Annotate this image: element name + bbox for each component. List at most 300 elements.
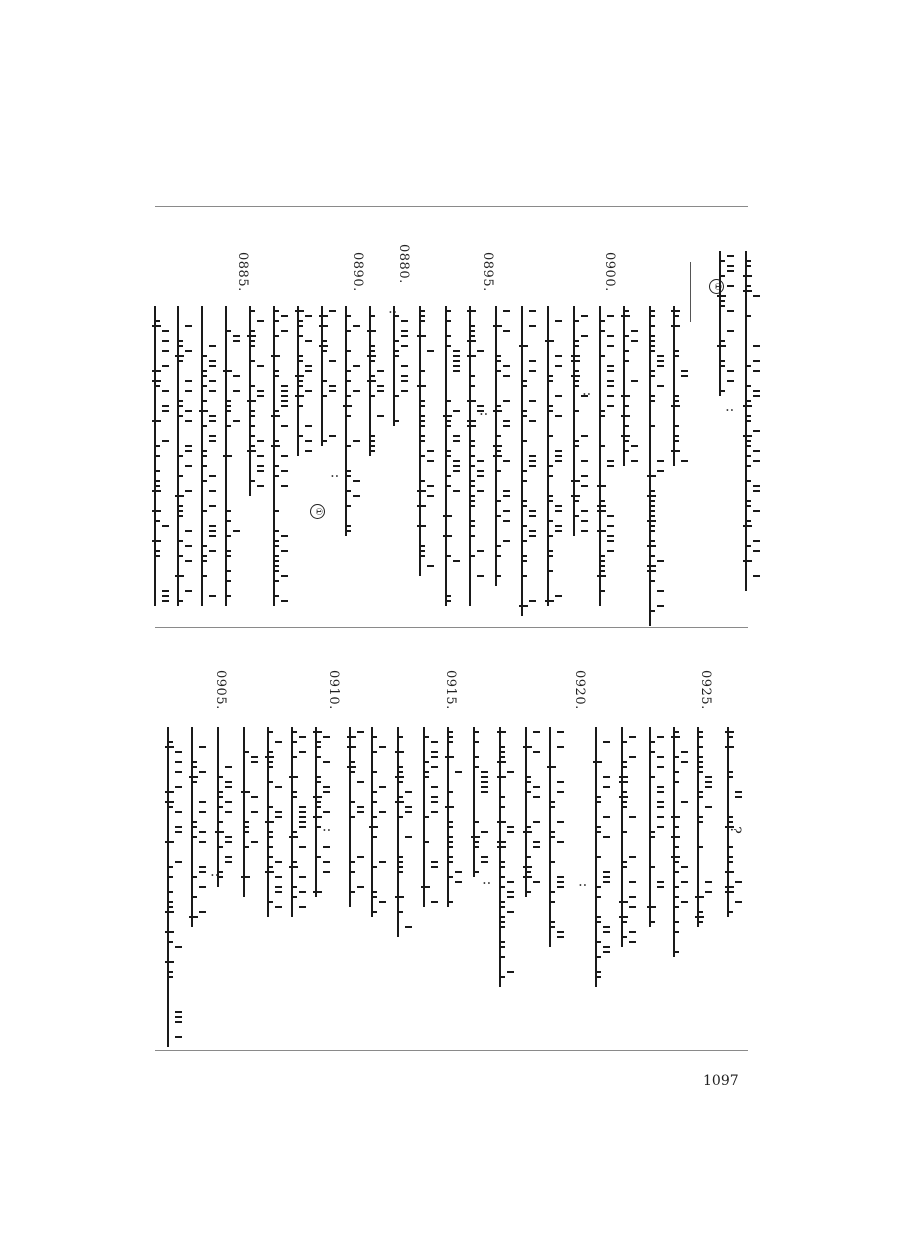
script-glyph-stroke (289, 866, 298, 868)
script-glyph-stroke (469, 325, 475, 327)
script-stem (167, 727, 183, 1047)
script-glyph-stroke (499, 906, 505, 908)
script-glyph-stroke (657, 816, 664, 818)
script-glyph-stroke (717, 295, 726, 297)
script-glyph-stroke (447, 791, 453, 793)
script-glyph-stroke (215, 831, 224, 833)
script-glyph-stroke (481, 861, 488, 863)
script-glyph-stroke (299, 821, 306, 823)
script-glyph-stroke (547, 405, 553, 407)
script-glyph-stroke (225, 570, 231, 572)
script-glyph-stroke (595, 971, 601, 973)
script-glyph-stroke (673, 731, 679, 733)
script-glyph-stroke (427, 495, 434, 497)
script-glyph-stroke (185, 560, 192, 562)
script-glyph-stroke (557, 931, 564, 933)
script-glyph-stroke (233, 340, 240, 342)
script-glyph-stroke (299, 811, 306, 813)
script-glyph-stroke (529, 420, 536, 422)
script-glyph-stroke (369, 445, 375, 447)
script-glyph-stroke (697, 821, 703, 823)
script-glyph-stroke (547, 465, 553, 467)
script-glyph-stroke (175, 761, 182, 763)
script-glyph-stroke (727, 265, 734, 267)
script-glyph-stroke (657, 806, 664, 808)
script-glyph-stroke (167, 941, 173, 943)
script-glyph-stroke (185, 530, 192, 532)
script-stem (321, 306, 337, 446)
script-glyph-stroke (753, 510, 760, 512)
script-glyph-stroke (599, 330, 605, 332)
script-glyph-stroke (217, 776, 223, 778)
script-glyph-stroke (223, 455, 232, 457)
script-glyph-stroke (273, 465, 279, 467)
script-glyph-stroke (681, 751, 688, 753)
script-glyph-stroke (249, 425, 255, 427)
script-glyph-stroke (581, 315, 588, 317)
script-glyph-stroke (603, 931, 610, 933)
script-glyph-stroke (493, 445, 502, 447)
script-glyph-stroke (495, 545, 501, 547)
script-glyph-stroke (225, 861, 232, 863)
script-glyph-stroke (555, 460, 562, 462)
script-glyph-stroke (555, 530, 562, 532)
script-glyph-stroke (657, 791, 664, 793)
script-glyph-stroke (499, 941, 505, 943)
script-glyph-stroke (281, 395, 288, 397)
script-glyph-stroke (431, 796, 438, 798)
script-glyph-stroke (189, 916, 198, 918)
script-glyph-stroke (649, 751, 655, 753)
script-glyph-stroke (673, 861, 679, 863)
script-glyph-stroke (649, 510, 655, 512)
script-glyph-stroke (154, 445, 160, 447)
script-glyph-stroke (555, 320, 562, 322)
punctuation-mark: ? (726, 826, 743, 834)
script-glyph-stroke (529, 455, 536, 457)
script-stem (345, 306, 361, 536)
script-column (451, 306, 453, 606)
script-glyph-stroke (445, 400, 451, 402)
script-glyph-stroke (275, 886, 282, 888)
script-glyph-stroke (447, 846, 453, 848)
script-glyph-stroke (619, 901, 628, 903)
script-glyph-stroke (607, 515, 614, 517)
script-column (679, 727, 681, 957)
script-glyph-stroke (241, 876, 250, 878)
script-glyph-stroke (185, 325, 192, 327)
script-glyph-stroke (289, 776, 298, 778)
script-glyph-stroke (725, 886, 734, 888)
script-glyph-stroke (681, 370, 688, 372)
script-glyph-stroke (607, 370, 614, 372)
script-glyph-stroke (453, 490, 460, 492)
script-glyph-stroke (469, 335, 475, 337)
script-glyph-stroke (495, 370, 501, 372)
script-glyph-stroke (167, 906, 173, 908)
script-glyph-stroke (469, 505, 475, 507)
script-glyph-stroke (393, 340, 399, 342)
script-glyph-stroke (649, 866, 655, 868)
script-column (479, 727, 481, 877)
script-glyph-stroke (469, 445, 475, 447)
script-glyph-stroke (273, 595, 279, 597)
script-glyph-stroke (162, 405, 169, 407)
script-glyph-stroke (297, 325, 303, 327)
script-glyph-stroke (295, 375, 304, 377)
script-column (355, 727, 357, 907)
script-glyph-stroke (571, 375, 580, 377)
script-glyph-stroke (647, 545, 656, 547)
script-glyph-stroke (251, 811, 258, 813)
script-glyph-stroke (525, 791, 531, 793)
script-glyph-stroke (345, 530, 351, 532)
script-glyph-stroke (347, 746, 356, 748)
script-glyph-stroke (201, 370, 207, 372)
script-glyph-stroke (657, 355, 664, 357)
script-glyph-stroke (673, 931, 679, 933)
script-glyph-stroke (299, 806, 306, 808)
script-glyph-stroke (477, 405, 484, 407)
script-glyph-stroke (529, 360, 536, 362)
script-glyph-stroke (727, 370, 734, 372)
script-glyph-stroke (573, 385, 579, 387)
script-glyph-stroke (397, 856, 403, 858)
script-glyph-stroke (201, 400, 207, 402)
script-glyph-stroke (477, 490, 484, 492)
script-glyph-stroke (329, 385, 336, 387)
script-glyph-stroke (681, 901, 688, 903)
script-glyph-stroke (281, 575, 288, 577)
script-glyph-stroke (697, 846, 703, 848)
script-glyph-stroke (175, 1036, 182, 1038)
script-glyph-stroke (345, 525, 351, 527)
script-glyph-stroke (377, 415, 384, 417)
script-glyph-stroke (469, 455, 475, 457)
script-glyph-stroke (503, 425, 510, 427)
script-glyph-stroke (499, 796, 505, 798)
script-glyph-stroke (629, 856, 636, 858)
script-glyph-stroke (705, 786, 712, 788)
script-glyph-stroke (165, 801, 174, 803)
script-glyph-stroke (427, 350, 434, 352)
script-glyph-stroke (185, 490, 192, 492)
script-glyph-stroke (573, 445, 579, 447)
script-glyph-stroke (499, 876, 505, 878)
script-glyph-stroke (649, 335, 655, 337)
script-glyph-stroke (305, 440, 312, 442)
script-glyph-stroke (477, 470, 484, 472)
script-glyph-stroke (225, 410, 231, 412)
script-glyph-stroke (191, 896, 197, 898)
script-glyph-stroke (469, 330, 475, 332)
script-glyph-stroke (599, 445, 605, 447)
script-glyph-stroke (499, 746, 505, 748)
script-glyph-stroke (323, 791, 330, 793)
script-glyph-stroke (209, 525, 216, 527)
script-glyph-stroke (753, 540, 760, 542)
script-glyph-stroke (695, 896, 704, 898)
script-glyph-stroke (177, 510, 183, 512)
script-glyph-stroke (547, 410, 553, 412)
script-glyph-stroke (495, 405, 501, 407)
script-stem (673, 306, 689, 466)
script-glyph-stroke (379, 811, 386, 813)
script-glyph-stroke (557, 876, 564, 878)
script-glyph-stroke (349, 816, 355, 818)
script-glyph-stroke (555, 395, 562, 397)
script-glyph-stroke (393, 395, 399, 397)
script-glyph-stroke (597, 530, 606, 532)
script-glyph-stroke (257, 455, 264, 457)
script-glyph-stroke (649, 530, 655, 532)
script-glyph-stroke (607, 540, 614, 542)
script-glyph-stroke (175, 786, 182, 788)
script-glyph-stroke (349, 801, 355, 803)
script-glyph-stroke (247, 335, 256, 337)
script-glyph-stroke (735, 791, 742, 793)
script-glyph-stroke (185, 350, 192, 352)
script-glyph-stroke (481, 791, 488, 793)
script-glyph-stroke (607, 365, 614, 367)
script-glyph-stroke (495, 500, 501, 502)
script-glyph-stroke (607, 315, 614, 317)
script-glyph-stroke (649, 375, 655, 377)
script-column (399, 306, 401, 426)
script-glyph-stroke (697, 816, 703, 818)
script-glyph-stroke (397, 861, 403, 863)
script-glyph-stroke (201, 375, 207, 377)
script-glyph-stroke (201, 385, 207, 387)
script-glyph-stroke (719, 360, 725, 362)
script-column (273, 727, 275, 917)
script-glyph-stroke (199, 871, 206, 873)
script-glyph-stroke (291, 731, 297, 733)
script-glyph-stroke (419, 545, 425, 547)
script-glyph-stroke (735, 881, 742, 883)
script-glyph-stroke (455, 871, 462, 873)
script-glyph-stroke (581, 485, 588, 487)
script-glyph-stroke (419, 320, 425, 322)
script-glyph-stroke (319, 315, 328, 317)
script-glyph-stroke (162, 600, 169, 602)
script-glyph-stroke (165, 791, 174, 793)
script-column (321, 727, 323, 897)
script-glyph-stroke (705, 891, 712, 893)
script-glyph-stroke (225, 781, 232, 783)
script-glyph-stroke (467, 340, 476, 342)
script-glyph-stroke (431, 766, 438, 768)
script-glyph-stroke (727, 861, 733, 863)
script-glyph-stroke (481, 771, 488, 773)
script-glyph-stroke (547, 375, 553, 377)
script-glyph-stroke (519, 605, 528, 607)
script-glyph-stroke (297, 320, 303, 322)
script-glyph-stroke (162, 340, 169, 342)
script-glyph-stroke (473, 756, 479, 758)
script-glyph-stroke (177, 540, 183, 542)
script-glyph-stroke (345, 330, 351, 332)
script-glyph-stroke (673, 440, 679, 442)
script-glyph-stroke (345, 415, 351, 417)
script-glyph-stroke (557, 841, 564, 843)
script-glyph-stroke (291, 886, 297, 888)
script-column (475, 306, 477, 606)
script-glyph-stroke (445, 455, 451, 457)
script-glyph-stroke (249, 415, 255, 417)
script-glyph-stroke (189, 776, 198, 778)
script-glyph-stroke (649, 610, 655, 612)
bottom-rule (155, 1050, 748, 1051)
script-glyph-stroke (281, 485, 288, 487)
script-glyph-stroke (405, 806, 412, 808)
script-glyph-stroke (647, 906, 656, 908)
script-glyph-stroke (345, 505, 351, 507)
script-glyph-stroke (481, 786, 488, 788)
script-glyph-stroke (745, 505, 751, 507)
script-glyph-stroke (629, 906, 636, 908)
script-glyph-stroke (495, 515, 501, 517)
script-glyph-stroke (521, 505, 527, 507)
script-glyph-stroke (225, 766, 232, 768)
script-glyph-stroke (631, 380, 638, 382)
script-glyph-stroke (291, 861, 297, 863)
script-glyph-stroke (507, 971, 514, 973)
script-glyph-stroke (154, 470, 160, 472)
script-glyph-stroke (209, 360, 216, 362)
script-glyph-stroke (177, 415, 183, 417)
script-glyph-stroke (291, 896, 297, 898)
line-number: 0925. (698, 670, 713, 710)
script-glyph-stroke (753, 395, 760, 397)
script-glyph-stroke (573, 340, 579, 342)
script-glyph-stroke (493, 455, 502, 457)
script-glyph-stroke (357, 781, 364, 783)
script-glyph-stroke (697, 911, 703, 913)
script-glyph-stroke (154, 385, 160, 387)
script-glyph-stroke (154, 320, 160, 322)
script-column (579, 306, 581, 536)
script-glyph-stroke (185, 590, 192, 592)
script-glyph-stroke (323, 736, 330, 738)
script-glyph-stroke (397, 736, 403, 738)
script-glyph-stroke (271, 355, 280, 357)
script-glyph-stroke (555, 415, 562, 417)
script-glyph-stroke (503, 490, 510, 492)
script-glyph-stroke (291, 756, 297, 758)
script-glyph-stroke (249, 340, 255, 342)
script-glyph-stroke (735, 901, 742, 903)
script-glyph-stroke (735, 796, 742, 798)
script-glyph-stroke (431, 901, 438, 903)
script-column (605, 306, 607, 606)
script-glyph-stroke (199, 886, 206, 888)
script-column (297, 727, 299, 917)
script-glyph-stroke (321, 380, 327, 382)
script-glyph-stroke (395, 776, 404, 778)
script-glyph-stroke (657, 766, 664, 768)
script-glyph-stroke (555, 595, 562, 597)
script-glyph-stroke (175, 1011, 182, 1013)
script-glyph-stroke (289, 836, 298, 838)
script-glyph-stroke (371, 751, 377, 753)
script-glyph-stroke (473, 741, 479, 743)
script-glyph-stroke (347, 736, 356, 738)
script-glyph-stroke (175, 946, 182, 948)
script-glyph-stroke (499, 751, 505, 753)
script-column (531, 727, 533, 897)
script-glyph-stroke (273, 545, 279, 547)
script-glyph-stroke (152, 490, 161, 492)
script-glyph-stroke (727, 270, 734, 272)
script-glyph-stroke (443, 535, 452, 537)
script-glyph-stroke (673, 315, 679, 317)
script-glyph-stroke (177, 340, 183, 342)
script-glyph-stroke (305, 370, 312, 372)
script-glyph-stroke (154, 455, 160, 457)
script-glyph-stroke (209, 490, 216, 492)
script-glyph-stroke (727, 816, 733, 818)
script-glyph-stroke (257, 440, 264, 442)
script-glyph-stroke (623, 440, 629, 442)
script-glyph-stroke (697, 796, 703, 798)
script-glyph-stroke (175, 771, 182, 773)
script-glyph-stroke (369, 360, 375, 362)
script-glyph-stroke (445, 425, 451, 427)
script-glyph-stroke (649, 325, 655, 327)
script-glyph-stroke (371, 836, 377, 838)
script-glyph-stroke (249, 385, 255, 387)
script-glyph-stroke (649, 555, 655, 557)
script-glyph-stroke (177, 455, 183, 457)
script-glyph-stroke (313, 816, 322, 818)
script-glyph-stroke (657, 736, 664, 738)
script-glyph-stroke (199, 811, 206, 813)
script-glyph-stroke (745, 465, 751, 467)
punctuation-mark: : (722, 407, 739, 413)
script-glyph-stroke (753, 490, 760, 492)
script-glyph-stroke (423, 761, 429, 763)
script-glyph-stroke (369, 315, 375, 317)
script-glyph-stroke (753, 295, 760, 297)
script-glyph-stroke (401, 335, 408, 337)
script-glyph-stroke (725, 871, 734, 873)
script-glyph-stroke (657, 786, 664, 788)
script-glyph-stroke (745, 260, 751, 262)
script-glyph-stroke (313, 796, 322, 798)
script-glyph-stroke (555, 355, 562, 357)
script-glyph-stroke (299, 846, 306, 848)
script-glyph-stroke (267, 866, 273, 868)
script-glyph-stroke (467, 425, 476, 427)
script-glyph-stroke (507, 896, 514, 898)
script-glyph-stroke (705, 881, 712, 883)
script-glyph-stroke (453, 460, 460, 462)
script-glyph-stroke (199, 410, 208, 412)
script-glyph-stroke (393, 315, 399, 317)
script-glyph-stroke (431, 866, 438, 868)
script-glyph-stroke (267, 901, 273, 903)
script-glyph-stroke (573, 515, 579, 517)
script-glyph-stroke (281, 470, 288, 472)
script-glyph-stroke (233, 375, 240, 377)
script-glyph-stroke (431, 786, 438, 788)
script-glyph-stroke (162, 350, 169, 352)
script-glyph-stroke (209, 415, 216, 417)
script-glyph-stroke (273, 410, 279, 412)
script-glyph-stroke (547, 520, 553, 522)
script-glyph-stroke (281, 600, 288, 602)
